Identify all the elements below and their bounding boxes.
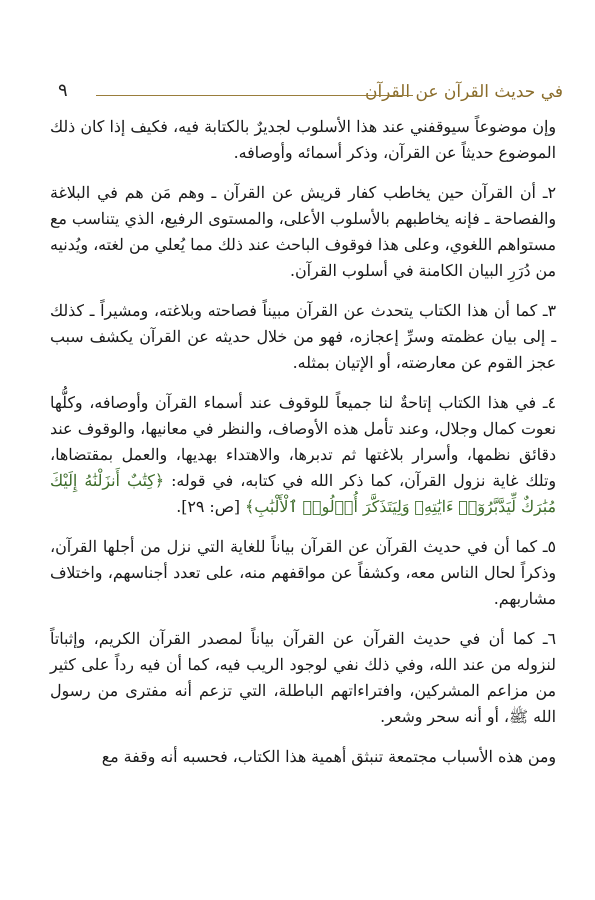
paragraph-text: ٥ـ كما أن في حديث القرآن عن القرآن بياناً للغاية التي نزل من أجلها القرآن، وذكراً لحال الناس معه، وكشفاً عن مواقفهم منه، على تعدد أجناسهم، واختلاف مشاربهم.	[50, 537, 556, 608]
paragraph-point-6	[50, 626, 556, 730]
running-title: في حديث القرآن عن القرآن	[364, 82, 563, 102]
header-divider	[96, 95, 413, 96]
paragraph-text: ٤ـ في هذا الكتاب إتاحةٌ لنا جميعاً للوقوف عند أسماء القرآن وأوصافه، وكلُّها نعوت كمال وجلال، وعند تأمل هذه الأوصاف، والنظر في معانيها، والوقوف عند دقائق نظمها، وأسرار بلاغتها ثم تدبرها، والاهتداء بهديها، والعمل بمقتضاها، وتلك غاية نزول القرآن، كما ذكر الله في كتابه، في قوله:	[50, 393, 556, 490]
paragraph-point-4	[50, 390, 556, 520]
paragraph-point-2	[50, 180, 556, 284]
paragraph-text: ٢ـ أن القرآن حين يخاطب كفار قريش عن القرآن ـ وهم مَن هم في البلاغة والفصاحة ـ فإنه يخاطبهم بالأسلوب الأعلى، والمستوى الرفيع، الذي يتناسب مع مستواهم اللغوي، وعلى هذا فوقوف الباحث عند ذلك مما يُعلي من لغته، ويُدنيه من دُرَرِ البيان الكامنة في أسلوب القرآن.	[50, 183, 556, 280]
paragraph-point-5	[50, 534, 556, 612]
paragraph-point-3	[50, 298, 556, 376]
page-number: ٩	[58, 80, 68, 101]
verse-reference: [ص: ٢٩].	[176, 497, 240, 516]
paragraph-text: ٦ـ كما أن في حديث القرآن عن القرآن بياناً لمصدر القرآن الكريم، وإثباتاً لنزوله من عند الله، وفي ذلك نفي لوجود الريب فيه، كما أن فيه رداً على كثير من مزاعم المشركين، وافتراءاتهم الباطلة، التي تزعم أنه مفترى من رسول الله ﷺ، أو أنه سحر وشعر.	[50, 629, 556, 726]
paragraph-text: ومن هذه الأسباب مجتمعة تنبثق أهمية هذا الكتاب، فحسبه أنه وقفة مع	[101, 747, 556, 766]
paragraph-text: ٣ـ كما أن هذا الكتاب يتحدث عن القرآن مبيناً فصاحته وبلاغته، ومشيراً ـ كذلك ـ إلى بيان عظمته وسرِّ إعجازه، فهو من خلال حديثه عن القرآن يكشف سبب عجز القوم عن معارضته، أو الإتيان بمثله.	[50, 301, 556, 372]
quran-verse-quote: ﴿كِتَٰبٌ أَنزَلْنَٰهُ إِلَيْكَ مُبَٰرَكٌ لِّيَدَّبَّرُوٓا۟ ءَايَٰتِهِۦ وَلِيَتَذَكَّرَ أُو۟لُوا۟ ٱلْأَلْبَٰبِ﴾	[50, 471, 556, 516]
page-body	[50, 114, 556, 784]
paragraph-conclusion	[50, 744, 556, 770]
paragraph-text: وإن موضوعاً سيوقفني عند هذا الأسلوب لجديرٌ بالكتابة فيه، فكيف إذا كان ذلك الموضوع حديثاً عن القرآن، وذكر أسمائه وأوصافه.	[50, 117, 556, 162]
paragraph-intro	[50, 114, 556, 166]
page-header	[58, 82, 563, 108]
